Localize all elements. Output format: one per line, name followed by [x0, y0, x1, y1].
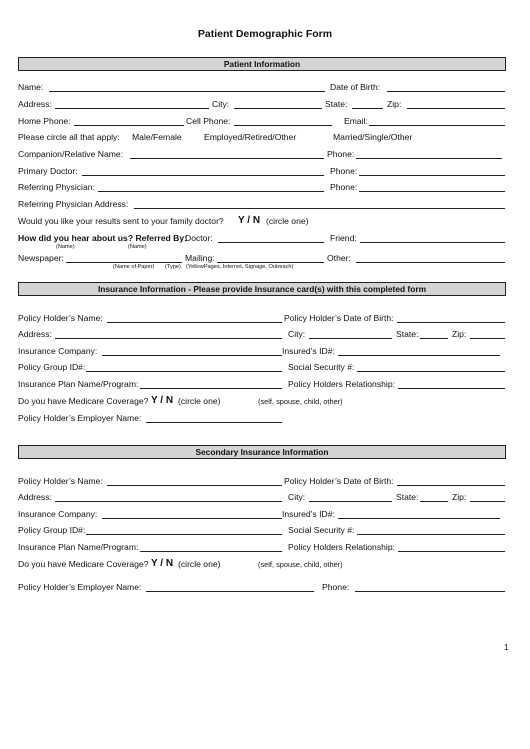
insurance-info-header: Insurance Information - Please provide Insurance card(s) with this completed form: [18, 282, 506, 296]
state-label: State:: [325, 99, 348, 109]
ins-relationship-label: Policy Holders Relationship:: [288, 379, 395, 389]
sec-ssn-label: Social Security #:: [288, 525, 355, 535]
sec-employer-field[interactable]: [146, 591, 314, 592]
zip-label: Zip:: [387, 99, 402, 109]
ins-employer-field[interactable]: [146, 422, 282, 423]
cell-phone-field[interactable]: [234, 125, 332, 126]
ins-zip-label: Zip:: [452, 329, 467, 339]
ins-ssn-field[interactable]: [357, 371, 505, 372]
ins-plan-field[interactable]: [140, 388, 282, 389]
ins-relationship-field[interactable]: [398, 388, 505, 389]
sec-employer-phone-label: Phone:: [322, 582, 350, 592]
sec-group-id-label: Policy Group ID#:: [18, 525, 86, 535]
ins-holder-name-label: Policy Holder’s Name:: [18, 313, 103, 323]
newspaper-label: Newspaper:: [18, 253, 64, 263]
sec-state-label: State:: [396, 492, 419, 502]
ins-city-field[interactable]: [309, 338, 392, 339]
sec-company-field[interactable]: [102, 518, 282, 519]
ins-holder-dob-field[interactable]: [397, 322, 505, 323]
mailing-field[interactable]: [217, 262, 324, 263]
sec-state-field[interactable]: [420, 501, 448, 502]
send-results-label: Would you like your results sent to your family doctor?: [18, 216, 224, 226]
sec-relationship-label: Policy Holders Relationship:: [288, 542, 395, 552]
name-label: Name:: [18, 82, 44, 92]
sec-group-id-field[interactable]: [86, 534, 282, 535]
sec-holder-name-field[interactable]: [107, 485, 282, 486]
sec-plan-field[interactable]: [140, 551, 282, 552]
ins-holder-name-field[interactable]: [107, 322, 282, 323]
sec-company-label: Insurance Company:: [18, 509, 98, 519]
sec-plan-label: Insurance Plan Name/Program:: [18, 542, 139, 552]
sec-insured-id-field[interactable]: [338, 518, 500, 519]
friend-field[interactable]: [360, 242, 505, 243]
referring-phone-label: Phone:: [330, 182, 358, 192]
ins-medicare-yn[interactable]: Y / N: [151, 395, 174, 406]
sec-medicare-label: Do you have Medicare Coverage?: [18, 559, 149, 569]
referring-label: Referring Physician:: [18, 182, 95, 192]
secondary-info-header: Secondary Insurance Information: [18, 445, 506, 459]
email-label: Email:: [344, 116, 368, 126]
cell-phone-label: Cell Phone:: [186, 116, 231, 126]
ins-relationship-note: (self, spouse, child, other): [258, 397, 343, 406]
referring-address-field[interactable]: [134, 208, 505, 209]
city-field[interactable]: [234, 108, 322, 109]
primary-doctor-field[interactable]: [82, 175, 324, 176]
dob-label: Date of Birth:: [330, 82, 381, 92]
primary-phone-field[interactable]: [359, 175, 505, 176]
sec-zip-label: Zip:: [452, 492, 467, 502]
zip-field[interactable]: [407, 108, 505, 109]
sec-relationship-field[interactable]: [398, 551, 505, 552]
patient-info-header: Patient Information: [18, 57, 506, 71]
primary-phone-label: Phone:: [330, 166, 358, 176]
mailing-note: (YellowPages, Internet, Signage, Outreach): [186, 264, 294, 270]
send-results-yn[interactable]: Y / N: [238, 215, 261, 226]
dob-field[interactable]: [387, 91, 505, 92]
ins-plan-label: Insurance Plan Name/Program:: [18, 379, 139, 389]
newspaper-field[interactable]: [66, 262, 182, 263]
doctor-label: Doctor:: [185, 233, 213, 243]
home-phone-field[interactable]: [74, 125, 184, 126]
ins-group-id-label: Policy Group ID#:: [18, 362, 86, 372]
page-title: Patient Demographic Form: [197, 28, 333, 40]
sex-option[interactable]: Male/Female: [132, 132, 182, 142]
paper-note: (Name of Paper): [113, 264, 155, 270]
ins-zip-field[interactable]: [470, 338, 505, 339]
ins-city-label: City:: [288, 329, 306, 339]
name-note-2: (Name): [128, 244, 147, 250]
ins-holder-dob-label: Policy Holder’s Date of Birth:: [284, 313, 394, 323]
name-note-1: (Name): [56, 244, 75, 250]
ins-address-label: Address:: [18, 329, 52, 339]
ins-company-field[interactable]: [102, 355, 282, 356]
companion-phone-label: Phone:: [327, 149, 355, 159]
referring-address-label: Referring Physician Address:: [18, 199, 129, 209]
circle-all-label: Please circle all that apply:: [18, 132, 120, 142]
companion-phone-field[interactable]: [356, 158, 502, 159]
sec-ssn-field[interactable]: [357, 534, 505, 535]
employment-option[interactable]: Employed/Retired/Other: [204, 132, 297, 142]
ins-employer-label: Policy Holder’s Employer Name:: [18, 413, 142, 423]
email-field[interactable]: [369, 125, 505, 126]
friend-label: Friend:: [330, 233, 357, 243]
other-label: Other:: [327, 253, 351, 263]
referring-phone-field[interactable]: [359, 191, 505, 192]
sec-insured-id-label: Insured’s ID#:: [282, 509, 335, 519]
referring-field[interactable]: [98, 191, 324, 192]
ins-medicare-note: (circle one): [178, 396, 221, 406]
sec-holder-dob-field[interactable]: [397, 485, 505, 486]
doctor-field[interactable]: [218, 242, 324, 243]
sec-medicare-yn[interactable]: Y / N: [151, 558, 174, 569]
sec-address-label: Address:: [18, 492, 52, 502]
sec-holder-dob-label: Policy Holder’s Date of Birth:: [284, 476, 394, 486]
sec-zip-field[interactable]: [470, 501, 505, 502]
page-number: 1: [504, 642, 509, 652]
sec-employer-label: Policy Holder’s Employer Name:: [18, 582, 142, 592]
address-label: Address:: [18, 99, 52, 109]
sec-city-field[interactable]: [309, 501, 392, 502]
ins-state-label: State:: [396, 329, 419, 339]
ins-ssn-label: Social Security #:: [288, 362, 355, 372]
other-field[interactable]: [356, 262, 505, 263]
ins-insured-id-label: Insured’s ID#:: [282, 346, 335, 356]
ins-address-field[interactable]: [55, 338, 282, 339]
ins-group-id-field[interactable]: [86, 371, 282, 372]
send-results-note: (circle one): [266, 216, 309, 226]
sec-employer-phone-field[interactable]: [355, 591, 505, 592]
ins-state-field[interactable]: [420, 338, 448, 339]
mailing-label: Mailing:: [185, 253, 215, 263]
ins-insured-id-field[interactable]: [338, 355, 500, 356]
city-label: City:: [212, 99, 230, 109]
sec-city-label: City:: [288, 492, 306, 502]
hear-about-label: How did you hear about us? Referred By:: [18, 233, 188, 243]
ins-company-label: Insurance Company:: [18, 346, 98, 356]
type-note: (Type): [165, 264, 181, 270]
sec-medicare-note: (circle one): [178, 559, 221, 569]
sec-address-field[interactable]: [55, 501, 282, 502]
primary-doctor-label: Primary Doctor:: [18, 166, 78, 176]
companion-label: Companion/Relative Name:: [18, 149, 124, 159]
address-field[interactable]: [55, 108, 209, 109]
ins-medicare-label: Do you have Medicare Coverage?: [18, 396, 149, 406]
name-field[interactable]: [49, 91, 325, 92]
marital-option[interactable]: Married/Single/Other: [333, 132, 413, 142]
home-phone-label: Home Phone:: [18, 116, 71, 126]
sec-relationship-note: (self, spouse, child, other): [258, 560, 343, 569]
state-field[interactable]: [352, 108, 383, 109]
sec-holder-name-label: Policy Holder’s Name:: [18, 476, 103, 486]
companion-field[interactable]: [130, 158, 324, 159]
